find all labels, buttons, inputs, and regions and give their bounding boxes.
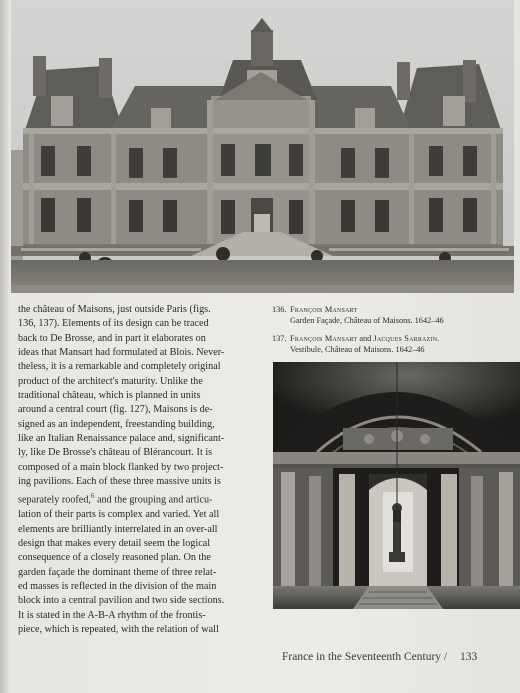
caption-137 [272,334,512,355]
caption-author-2: Jacques Sarrazin. [373,334,440,343]
body-line: design that makes every detail seem the logical [18,537,211,549]
caption-136 [272,305,512,326]
body-line: product of the architect's maturity. Unlike the [18,375,203,387]
body-line: ed masses is reflected in the division of the main [18,580,217,592]
body-line: composed of a main block flanked by two project- [18,461,224,473]
body-line: 136, 137). Elements of its design can be traced [18,318,209,330]
chateau-facade-photo [11,0,514,293]
body-line: ly, like De Brosse's château of Blérancourt. It is [18,447,213,459]
body-line: consequence of a closely reasoned plan. On the [18,552,211,564]
body-line: around a central court (fig. 127), Maisons is de- [18,404,213,416]
body-line: garden façade the dominant theme of three relat- [18,566,217,578]
body-line: It is stated in the A-B-A rhythm of the frontis- [18,609,206,621]
body-line: theless, it is a remarkable and completely original [18,361,221,373]
body-line: back to De Brosse, and in part it elaborates on [18,332,206,344]
body-line: like an Italian Renaissance palace and, significant- [18,433,225,445]
body-text [18,303,260,637]
body-line: signed as an independent, freestanding building, [18,418,215,430]
page-number: 133 [460,651,478,663]
body-line: the château of Maisons, just outside Paris (figs. [18,304,211,315]
footnote-marker[interactable]: 6 [90,492,95,501]
caption-author: François Mansart [290,334,358,343]
body-line: block into a central pavilion and two side sections. [18,595,225,607]
body-line: traditional château, which is planned in units [18,390,201,402]
caption-title: Garden Façade, Château of Maisons. 1642–46 [290,315,444,325]
figure-captions [272,305,512,363]
running-footer [282,651,490,663]
caption-joiner: and [359,334,372,343]
body-line: ing pavilions. Each of these three massive units is [18,476,221,488]
body-line: elements are brilliantly interrelated in an over-all [18,523,218,535]
body-line: piece, which is repeated, with the relation of wall [18,623,219,635]
body-line: ideas that Mansart had formulated at Blois. Never- [18,347,225,359]
running-head: France in the Seventeenth Century [282,651,442,663]
body-line: lation of their parts is complex and varied. Yet all [18,509,220,521]
vestibule-photo [273,362,520,609]
caption-author: François Mansart [290,305,358,314]
caption-number: 136. [272,305,287,314]
caption-number: 137. [272,334,287,343]
footer-separator: / [443,651,448,663]
caption-title: Vestibule, Château of Maisons. 1642–46 [290,344,425,354]
body-line-part: separately roofed, [18,494,91,506]
body-line-part: and the grouping and articu- [94,494,213,506]
body-line [18,489,260,508]
